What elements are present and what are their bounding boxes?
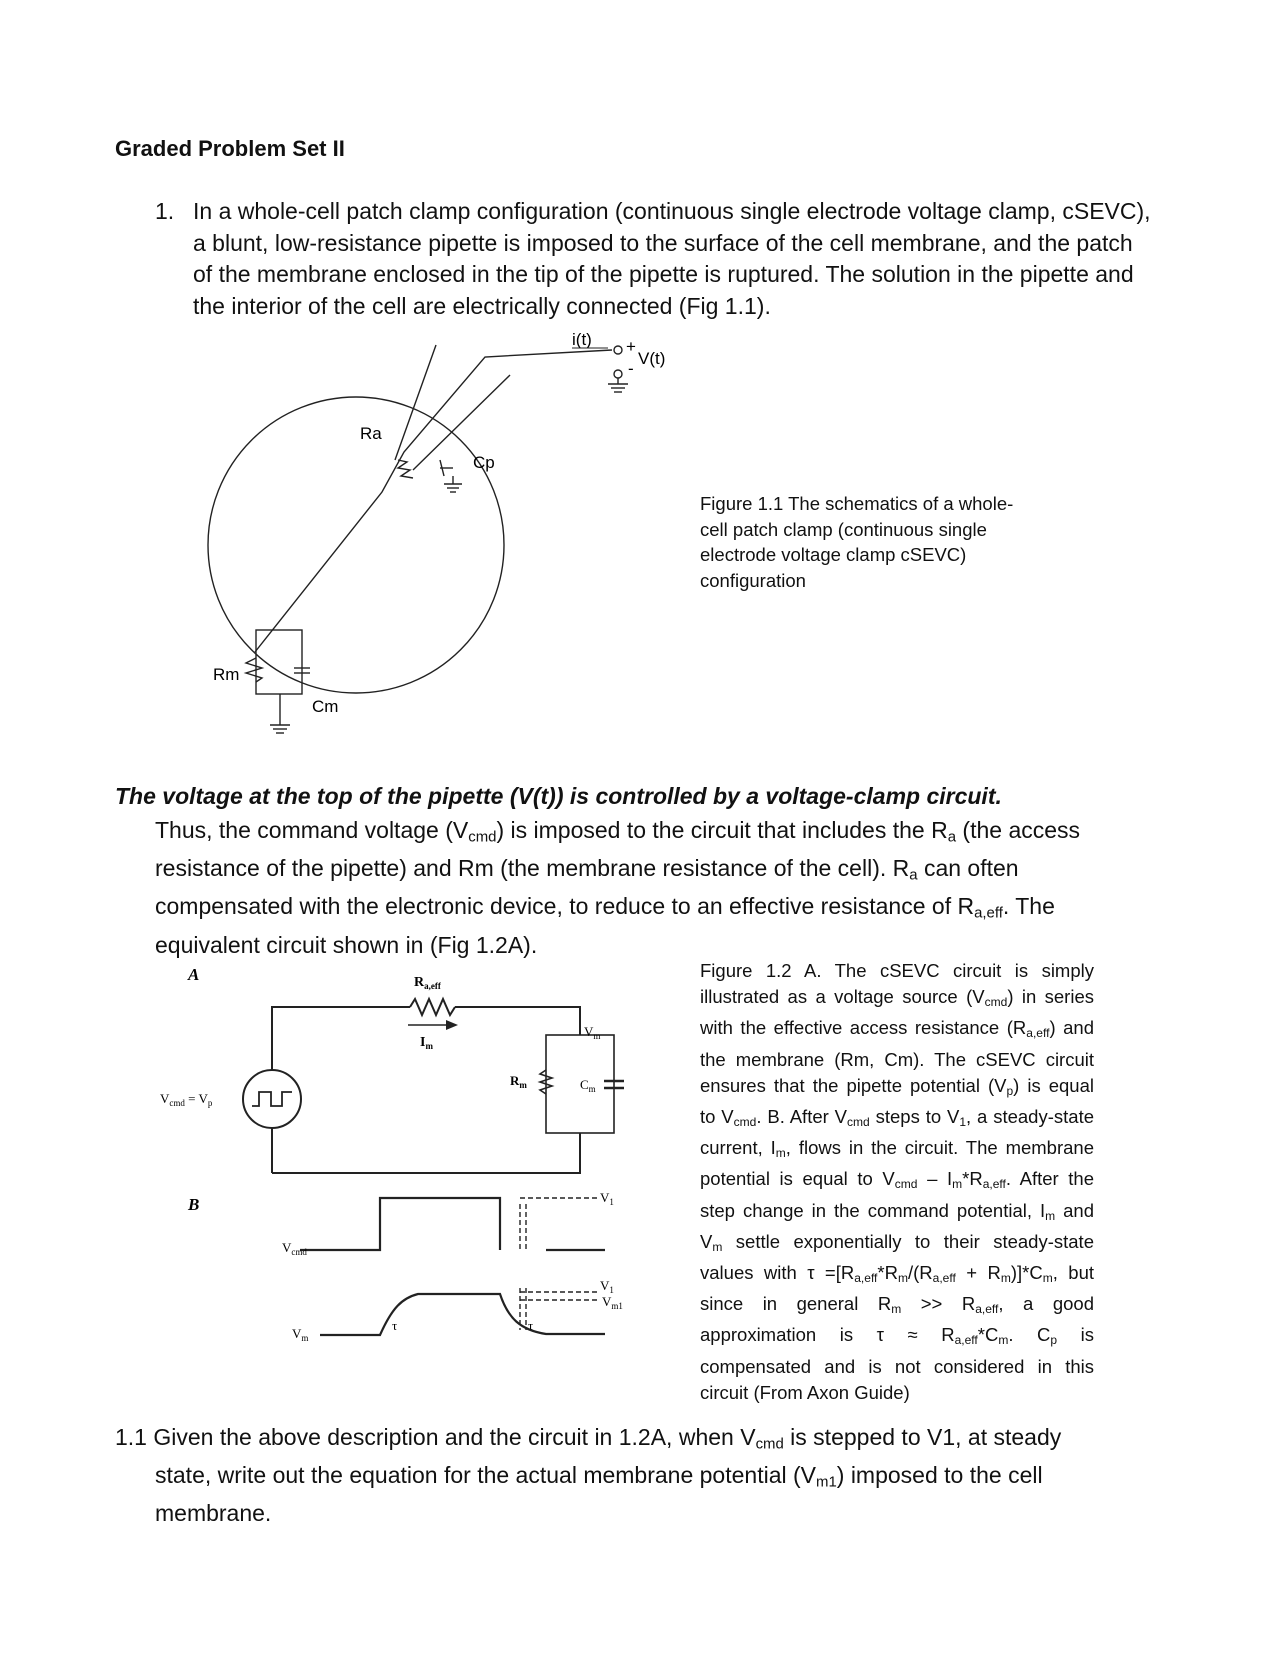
rm-resistor — [246, 658, 262, 682]
pipette-wall-right — [413, 375, 510, 470]
figure-1-1 — [0, 0, 1267, 780]
label-vm: $V_m$ — [584, 1024, 601, 1041]
label-vm1: $V_{m1}$ — [602, 1294, 623, 1311]
vcmd-trace — [300, 1198, 500, 1250]
panel-a-label: A — [188, 965, 200, 984]
label-trace-vm: $V_m$ — [292, 1326, 309, 1343]
panel-b-label: B — [188, 1195, 200, 1214]
circuit-wire-top — [272, 1007, 410, 1070]
terminal-minus — [614, 370, 622, 378]
label-ra: Ra — [360, 424, 382, 443]
electrode-wire — [255, 350, 612, 652]
label-cm: $C_m$ — [580, 1077, 596, 1094]
question-1-1: 1.1 Given the above description and the circuit in 1.2A, when $V_{cmd}$ is stepped to V1, at steady state, write out the equation for the actual membrane potential $(V_{m1})$ imposed to the cell membrane. — [115, 1424, 1062, 1527]
label-current: i(t) — [572, 330, 592, 349]
voltage-source — [243, 1070, 301, 1128]
problem-number: 1. — [155, 198, 175, 224]
label-plus: + — [626, 337, 636, 356]
circuit-wire-bottom — [272, 1133, 580, 1173]
cell-outline — [208, 397, 504, 693]
section-paragraph: Thus, the command voltage $(V_{cmd})$ is imposed to the circuit that includes the $R_a$ (the access resistance of the pipette) and Rm (the membrane resistance of the cell). $R_a$ can often compensated with the electronic device, to reduce to an effective resistance of $R_{a,eff}$. The equivalent circuit shown in (Fig 1.2A). — [155, 817, 1081, 958]
ra-eff-resistor — [410, 999, 455, 1015]
figure-1-1-caption: Figure 1.1 The schematics of a whole-cell patch clamp (continuous single electrode voltage clamp cSEVC) configuration — [700, 493, 1014, 591]
label-cp: Cp — [473, 453, 495, 472]
pulse-symbol — [252, 1092, 292, 1106]
membrane-rc — [256, 630, 302, 694]
page-title: Graded Problem Set II — [115, 136, 345, 161]
label-voltage: V(t) — [638, 349, 666, 368]
figure-1-2-caption: Figure 1.2 A. The cSEVC circuit is simply illustrated as a voltage source $(V_{cmd})$ in series with the effective access resistance $(R_{a,eff})$ and the membrane (Rm, Cm). The cSEVC circuit ensures that the pipette potential $(V_p)$ is equal to $V_{cmd}$. B. After $V_{cmd}$ steps to $V_1$, a steady-state current, $I_m$, flows in the circuit. The membrane potential is equal to $V_{cmd} - I_m*R_{a,eff}$. After the step change in the command potential, $I_m$ and $V_m$ settle exponentially to their steady-state values with $\tau =[R_{a,eff}*R_m/(R_{a,eff} + R_m)]*C_m$, but since in general $R_m >> R_{a,eff}$, a good approximation is $\tau \approx R_{a,eff}*C_m$. $C_p$ is compensated and is not considered in this circuit (From Axon Guide) — [700, 960, 1095, 1403]
label-trace-vcmd: $V_{cmd}$ — [282, 1240, 307, 1257]
terminal-plus — [614, 346, 622, 354]
label-minus: - — [628, 359, 634, 378]
label-v1-a: $V_1$ — [600, 1190, 614, 1207]
label-vcmd-vp: $V_{cmd} = V_p$ — [160, 1091, 213, 1108]
label-tau-b: τ — [528, 1318, 534, 1333]
label-ra-eff: $R_{a,eff}$ — [414, 975, 441, 991]
label-v1-b: $V_1$ — [600, 1278, 614, 1295]
label-rm: $R_m$ — [510, 1073, 527, 1090]
problem-1-text: In a whole-cell patch clamp configuration (continuous single electrode voltage clamp, cSEVC), a blunt, low-resistance pipette is imposed to the surface of the cell membrane, and the patch of the membrane enclosed in the tip of the pipette is ruptured. The solution in the pipette and the interior of the cell are electrically connected (Fig 1.1). — [193, 198, 1151, 319]
label-rm: Rm — [213, 665, 240, 684]
label-tau-a: τ — [392, 1318, 398, 1333]
section-heading: The voltage at the top of the pipette (V(t)) is controlled by a voltage-clamp circuit. — [115, 783, 1002, 809]
figure-1-2 — [0, 950, 700, 1370]
ra-resistor — [398, 460, 413, 478]
pipette-wall-left — [395, 345, 436, 460]
label-cm: Cm — [312, 697, 339, 716]
label-im: $I_m$ — [420, 1035, 433, 1051]
